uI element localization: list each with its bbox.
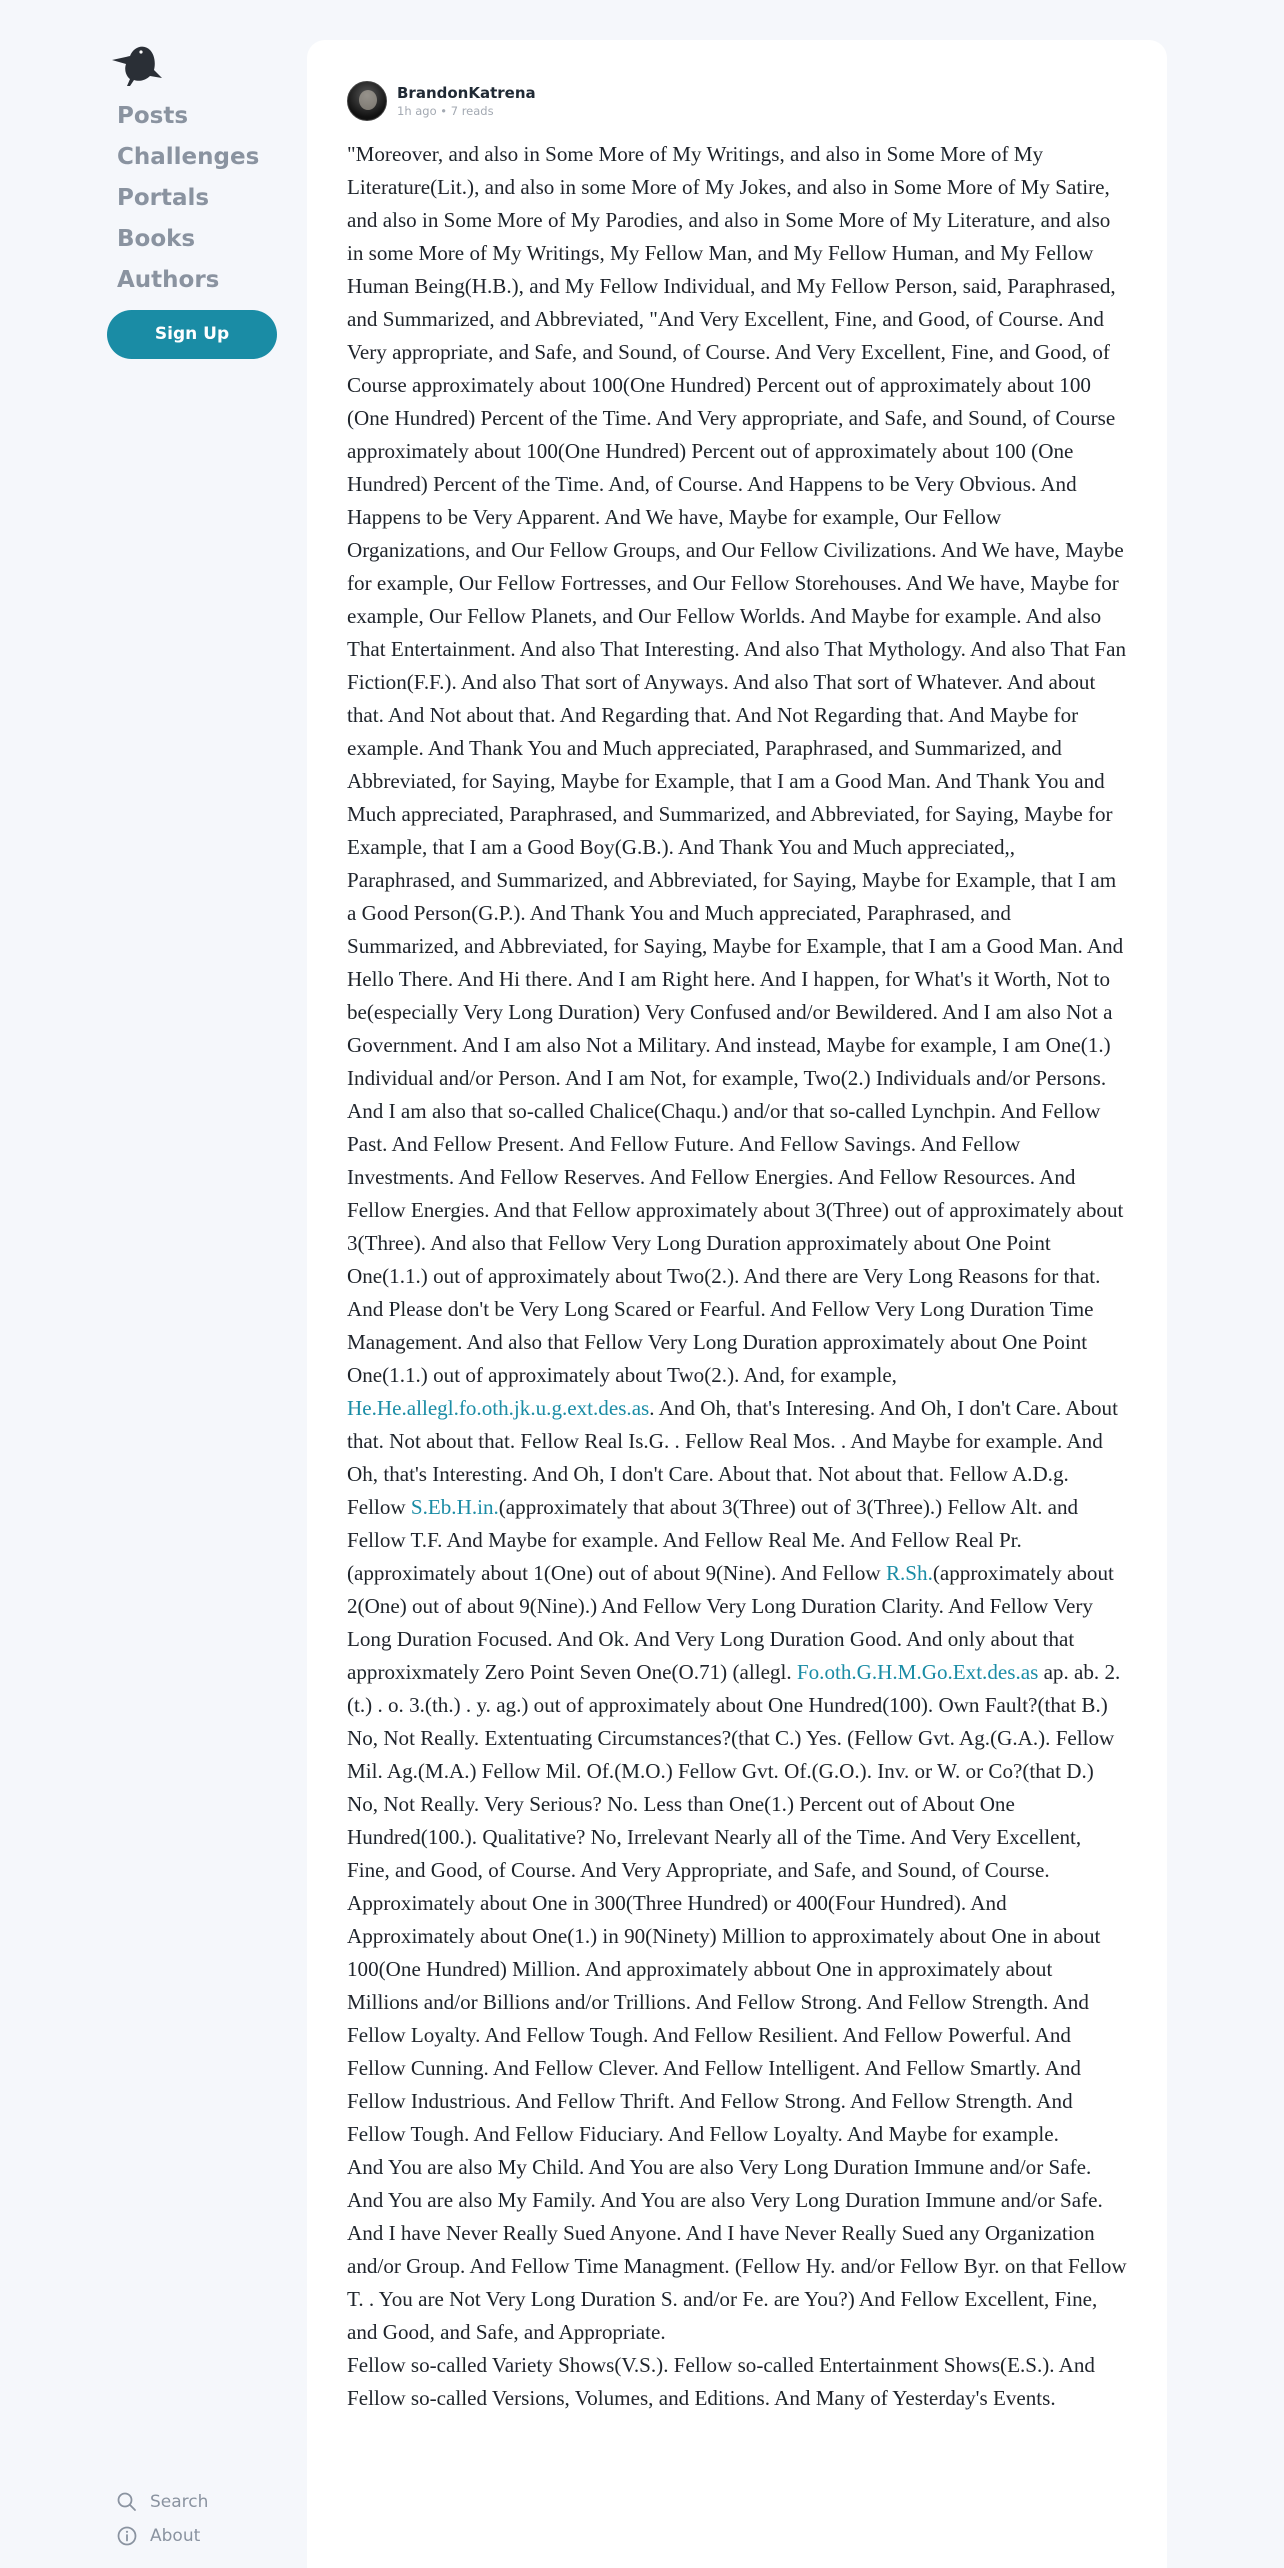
sign-up-button[interactable]: Sign Up — [107, 310, 277, 359]
about-link[interactable] — [116, 2519, 208, 2553]
post-meta: 1h ago • 7 reads — [397, 104, 494, 118]
raven-logo-icon[interactable] — [110, 40, 166, 88]
sidebar — [0, 0, 300, 2568]
main-nav — [117, 96, 259, 301]
post-paragraph: And You are also My Child. And You are also Very Long Duration Immune and/or Safe. And You are also My Family. And You are also Very Long Duration Immune and/or Safe. — [347, 2155, 1103, 2212]
author-info — [397, 83, 536, 119]
nav-item-portals[interactable]: Portals — [117, 185, 210, 211]
avatar[interactable] — [347, 81, 387, 121]
author-name[interactable]: BrandonKatrena — [397, 84, 536, 102]
info-icon — [116, 2525, 138, 2547]
nav-item-authors[interactable]: Authors — [117, 267, 220, 293]
search-label: Search — [150, 2492, 209, 2512]
text-segment: "Moreover, and also in Some More of My Writings, and also in Some More of My Literature(Lit.), and also in some More of My Jokes, and also in Some More of My Satire, and also in Some More of My Parodies, and also in Some More of My Literature, and also in some More of My Writings, My Fellow Man, and My Fellow Human, and My Fellow Human Being(H.B.), and My Fellow Individual, and My Fellow Person, said, Paraphrased, and Summarized, and Abbreviated, "And Very Excellent, Fine, and Good, of Course. And Very appropriate, and Safe, and Sound, of Course. And Very Excellent, Fine, and Good, of Course approximately about 100(One Hundred) Percent out of approximately about 100 (One Hundred) Percent of the Time. And Very appropriate, and Safe, and Sound, of Course approximately about 100(One Hundred) Percent out of approximately about 100 (One Hundred) Percent of the Time. And, of Course. And Happens to be Very Obvious. And Happens to be Very Apparent. And We have, Maybe for example, Our Fellow Organizations, and Our Fellow Groups, and Our Fellow Civilizations. And We have, Maybe for example, Our Fellow Fortresses, and Our Fellow Storehouses. And We have, Maybe for example, Our Fellow Planets, and Our Fellow Worlds. And Maybe for example. And also That Entertainment. And also That Interesting. And also That Mythology. And also That Fan Fiction(F.F.). And also That sort of Anyways. And also That sort of Whatever. And about that. And Not about that. And Regarding that. And Not Regarding that. And Maybe for example. And Thank You and Much appreciated, Paraphrased, and Summarized, and Abbreviated, for Saying, Maybe for Example, that I am a Good Man. And Thank You and Much appreciated, Paraphrased, and Summarized, and Abbreviated, for Saying, Maybe for Example, that I am a Good Boy(G.B.). And Thank You and Much appreciated,, Paraphrased, and Summarized, and Abbreviated, for Saying, Maybe for Example, that I am a Good Person(G.P.). And Thank You and Much appreciated, Paraphrased, and Summarized, and Abbreviated, for Saying, Maybe for Example, that I am a Good Man. And Hello There. And Hi there. And I am Right here. And I happen, for What's it Worth, Not to be(especially Very Long Duration) Very Confused and/or Bewildered. And I am also Not a Government. And I am also Not a Military. And instead, Maybe for example, I am One(1.) Individual and/or Person. And I am Not, for example, Two(2.) Individuals and/or Persons. And I am also that so-called Chalice(Chaqu.) and/or that so-called Lynchpin. And Fellow Past. And Fellow Present. And Fellow Future. And Fellow Savings. And Fellow Investments. And Fellow Reserves. And Fellow Energies. And Fellow Resources. And Fellow Energies. And that Fellow approximately about 3(Three) out of approximately about 3(Three). And also that Fellow Very Long Duration approximately about One Point One(1.1.) out of approximately about Two(2.). And there are Very Long Reasons for that. And Please don't be Very Long Scared or Fearful. And Fellow Very Long Duration Time Management. And also that Fellow Very Long Duration approximately about One Point One(1.1.) out of approximately about Two(2.). And, for example, — [347, 142, 1126, 1387]
post-card — [307, 40, 1167, 2568]
post-body — [347, 138, 1127, 2415]
search-icon — [116, 2491, 138, 2513]
text-segment: . And Oh, that's Interesing. And Oh, I don't Care. About that. Not about that. Fellow Real Is.G. . Fellow Real Mos. . And Maybe for example. And Oh, that's Interesting. And Oh, I don't Care. About that. Not about that. Fellow A.D.g. Fellow — [347, 1396, 1118, 1519]
inline-link[interactable]: He.He.allegl.fo.oth.jk.u.g.ext.des.as — [347, 1396, 650, 1420]
sidebar-bottom-links — [116, 2485, 208, 2553]
inline-link[interactable]: S.Eb.H.in. — [410, 1495, 499, 1519]
inline-link[interactable]: Fo.oth.G.H.M.Go.Ext.des.as — [796, 1660, 1039, 1684]
text-segment: ap. ab. 2.(t.) . o. 3.(th.) . y. ag.) out of approximately about One Hundred(100). Own Fault?(that B.) No, Not Really. Extentuating Circumstances?(that C.) Yes. (Fellow Gvt. Ag.(G.A.). Fellow Mil. Ag.(M.A.) Fellow Mil. Of.(M.O.) Fellow Gvt. Of.(G.O.). Inv. or W. or Co?(that D.) No, Not Really. Very Serious? No. Less than One(1.) Percent out of About One Hundred(100.). Qualitative? No, Irrelevant Nearly all of the Time. And Very Excellent, Fine, and Good, of Course. And Very Appropriate, and Safe, and Sound, of Course. Approximately about One in 300(Three Hundred) or 400(Four Hundred). And Approximately about One(1.) in 90(Ninety) Million to approximately about One in about 100(One Hundred) Million. And approximately abbout One in approximately about Millions and/or Billions and/or Trillions. And Fellow Strong. And Fellow Strength. And Fellow Loyalty. And Fellow Tough. And Fellow Resilient. And Fellow Powerful. And Fellow Cunning. And Fellow Clever. And Fellow Intelligent. And Fellow Smartly. And Fellow Industrious. And Fellow Thrift. And Fellow Strong. And Fellow Strength. And Fellow Tough. And Fellow Fiduciary. And Fellow Loyalty. And Maybe for example. — [347, 1660, 1121, 2146]
post-paragraph: Fellow so-called Variety Shows(V.S.). Fellow so-called Entertainment Shows(E.S.). And Fellow so-called Versions, Volumes, and Editions. And Many of Yesterday's Events. — [347, 2353, 1095, 2410]
about-label: About — [150, 2526, 201, 2546]
post-paragraph: And I have Never Really Sued Anyone. And I have Never Really Sued any Organization and/or Group. And Fellow Time Managment. (Fellow Hy. and/or Fellow Byr. on that Fellow T. . You are Not Very Long Duration S. and/or Fe. are You?) And Fellow Excellent, Fine, and Good, and Safe, and Appropriate. — [347, 2221, 1127, 2344]
post-paragraph — [347, 138, 1127, 2151]
inline-link[interactable]: R.Sh. — [885, 1561, 933, 1585]
search-link[interactable] — [116, 2485, 208, 2519]
nav-item-books[interactable]: Books — [117, 226, 196, 252]
text-segment: (approximately that about 3(Three) out of 3(Three).) Fellow Alt. and Fellow T.F. And Maybe for example. And Fellow Real Me. And Fellow Real Pr.(approximately about 1(One) out of about 9(Nine). And Fellow — [347, 1495, 1079, 1585]
nav-item-posts[interactable]: Posts — [117, 103, 189, 129]
author-header — [347, 80, 536, 122]
nav-item-challenges[interactable]: Challenges — [117, 144, 260, 170]
text-segment: (approximately about 2(One) out of about 9(Nine).) And Fellow Very Long Duration Clarity. And Fellow Very Long Duration Focused. And Ok. And Very Long Duration Good. And only about that approxixmately Zero Point Seven One(O.71) (allegl. — [347, 1561, 1114, 1684]
